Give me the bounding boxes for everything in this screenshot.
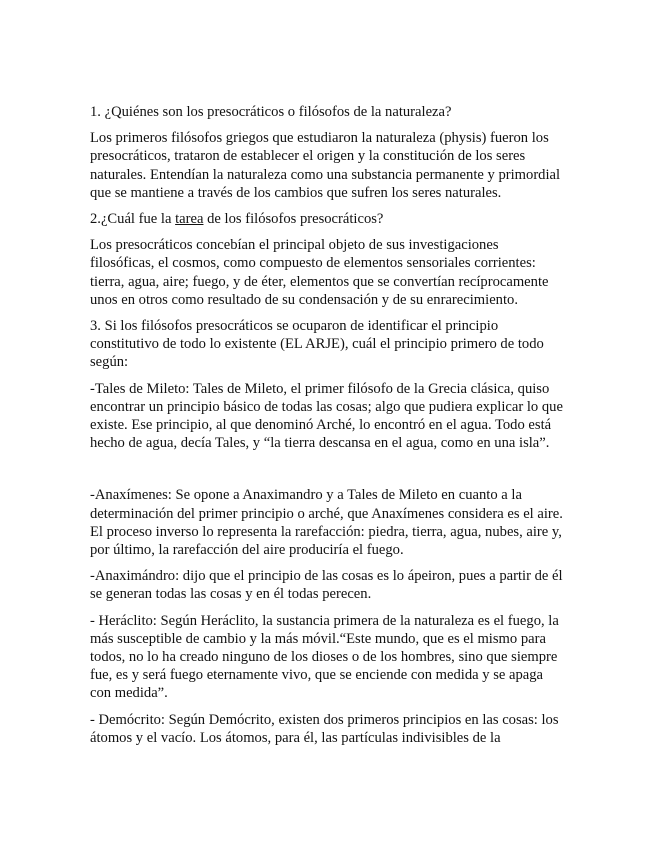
- answer-anaximenes: -Anaxímenes: Se opone a Anaximandro y a Tales de Mileto en cuanto a la determinación del primer principio o arché, que Anaxímenes considera es el aire. El proceso inverso lo representa la rarefacción: piedra, tierra, agua, nubes, aire y, por último, la rarefacción del aire produciría el fuego.: [90, 487, 563, 559]
- answer-tales: -Tales de Mileto: Tales de Mileto, el primer filósofo de la Grecia clásica, quiso encontrar un principio básico de todas las cosas; algo que pudiera explicar lo que existe. Ese principio, al que denominó Arché, lo encontró en el agua. Todo está hecho de agua, decía Tales, y “la tierra descansa en el agua, como en una isla”.: [90, 380, 563, 452]
- answer-anaximandro: -Anaximándro: dijo que el principio de las cosas es lo ápeiron, pues a partir de él se generan todas las cosas y en él todas perecen.: [90, 568, 563, 603]
- tarea-link[interactable]: tarea: [175, 211, 204, 228]
- document-body: [90, 103, 565, 755]
- question-2: [90, 210, 565, 228]
- answer-1: Los primeros filósofos griegos que estudiaron la naturaleza (physis) fueron los presocráticos, trataron de establecer el origen y la constitución de los seres naturales. Entendían la naturaleza como una substancia permanente y primordial que se mantiene a través de los cambios que sufren los seres naturales.: [90, 130, 561, 201]
- question-1: 1. ¿Quiénes son los presocráticos o filósofos de la naturaleza?: [90, 104, 452, 120]
- question-3: 3. Si los filósofos presocráticos se ocuparon de identificar el principio constitutivo de todo lo existente (EL ARJE), cuál el principio primero de todo según:: [90, 318, 544, 371]
- answer-democrito: - Demócrito: Según Demócrito, existen dos primeros principios en las cosas: los átomos y el vacío. Los átomos, para él, las partículas indivisibles de la: [90, 711, 559, 746]
- answer-heraclito: - Heráclito: Según Heráclito, la sustancia primera de la naturaleza es el fuego, la más susceptible de cambio y la más móvil.“Este mundo, que es el mismo para todos, no lo ha creado ninguno de los dioses o de los hombres, sino que siempre fue, es y será fuego eternamente vivo, que se enciende con medida y se apaga con medida”.: [90, 612, 559, 702]
- question-2-suffix: de los filósofos presocráticos?: [203, 211, 384, 228]
- question-2-prefix: 2.¿Cuál fue la: [90, 211, 176, 228]
- answer-2: Los presocráticos concebían el principal objeto de sus investigaciones filosóficas, el cosmos, como compuesto de elementos sensoriales corrientes: tierra, agua, aire; fuego, y de éter, elementos que se convertían recíprocamente unos en otros como resultado de su condensación y de su enrarecimiento.: [90, 237, 549, 308]
